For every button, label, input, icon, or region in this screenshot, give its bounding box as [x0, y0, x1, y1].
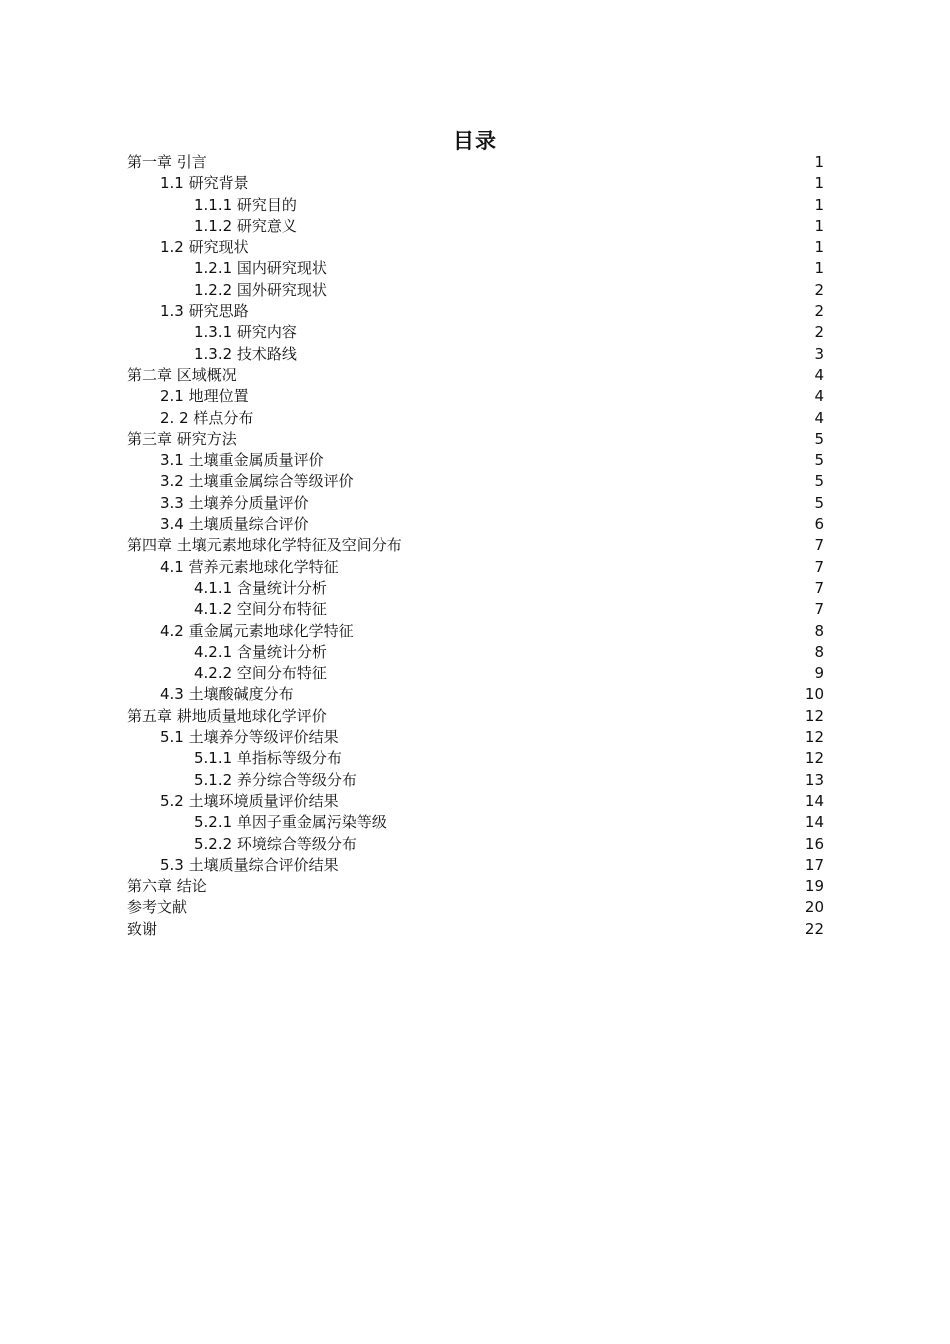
- toc-entry-label: 第二章 区域概况: [127, 365, 237, 384]
- toc-entry-label: 5.1.1 单指标等级分布: [194, 749, 342, 768]
- toc-title: 目录: [453, 129, 497, 153]
- toc-entry-label: 致谢: [127, 919, 158, 938]
- toc-entry[interactable]: [127, 322, 824, 343]
- toc-entry-page-number: 10: [804, 685, 824, 704]
- toc-entry-label: 4.2.2 空间分布特征: [194, 664, 327, 683]
- toc-entry[interactable]: [127, 514, 824, 535]
- toc-entry[interactable]: [127, 876, 824, 897]
- toc-entry[interactable]: [127, 855, 824, 876]
- toc-entry-page-number: 19: [804, 877, 824, 896]
- toc-entry-label: 4.2.1 含量统计分析: [194, 642, 327, 661]
- toc-entry-label: 第一章 引言: [127, 153, 207, 171]
- toc-entry[interactable]: [127, 471, 824, 492]
- toc-entry[interactable]: [127, 599, 824, 620]
- toc-entry[interactable]: [127, 365, 824, 386]
- toc-entry-label: 4.1.1 含量统计分析: [194, 578, 327, 597]
- toc-entry-page-number: 8: [814, 621, 824, 640]
- toc-entry-label: 3.3 土壤养分质量评价: [160, 493, 309, 512]
- toc-entry-page-number: 2: [814, 280, 824, 299]
- toc-entry[interactable]: [127, 173, 824, 194]
- toc-entry-label: 1.2.2 国外研究现状: [194, 280, 327, 299]
- toc-entry-label: 1.1.2 研究意义: [194, 216, 297, 235]
- toc-entry-page-number: 5: [814, 472, 824, 491]
- toc-entry-page-number: 1: [814, 153, 824, 171]
- toc-entry-page-number: 22: [804, 919, 824, 938]
- toc-entry-page-number: 20: [804, 898, 824, 917]
- toc-entry[interactable]: [127, 408, 824, 429]
- toc-entry-page-number: 5: [814, 429, 824, 448]
- toc-entry[interactable]: [127, 386, 824, 407]
- toc-entry[interactable]: [127, 578, 824, 599]
- toc-entry-page-number: 16: [804, 834, 824, 853]
- toc-entry[interactable]: [127, 535, 824, 556]
- toc-entry-label: 4.1.2 空间分布特征: [194, 600, 327, 619]
- toc-entry-page-number: 4: [814, 365, 824, 384]
- toc-entry[interactable]: [127, 493, 824, 514]
- toc-entry-label: 4.2 重金属元素地球化学特征: [160, 621, 354, 640]
- toc-entry[interactable]: [127, 897, 824, 918]
- toc-entry[interactable]: [127, 748, 824, 769]
- toc-entry[interactable]: [127, 642, 824, 663]
- toc-entry-label: 5.2 土壤环境质量评价结果: [160, 791, 339, 810]
- toc-entry[interactable]: [127, 152, 824, 173]
- table-of-contents: [127, 152, 824, 940]
- toc-entry-page-number: 9: [814, 664, 824, 683]
- toc-entry[interactable]: [127, 237, 824, 258]
- toc-entry-label: 1.1.1 研究目的: [194, 195, 297, 214]
- toc-entry-page-number: 6: [814, 515, 824, 534]
- toc-entry-page-number: 1: [814, 259, 824, 278]
- toc-entry-page-number: 2: [814, 323, 824, 342]
- toc-entry-label: 5.2.1 单因子重金属污染等级: [194, 813, 387, 832]
- toc-entry-page-number: 2: [814, 302, 824, 321]
- toc-entry-page-number: 12: [804, 749, 824, 768]
- toc-entry-label: 2.1 地理位置: [160, 387, 249, 406]
- toc-entry-label: 4.3 土壤酸碱度分布: [160, 685, 294, 704]
- toc-entry-label: 1.3.1 研究内容: [194, 323, 297, 342]
- toc-entry-label: 第六章 结论: [127, 877, 207, 896]
- toc-entry-page-number: 1: [814, 238, 824, 257]
- toc-entry-label: 1.3.2 技术路线: [194, 344, 297, 363]
- toc-entry-page-number: 4: [814, 408, 824, 427]
- toc-entry-page-number: 8: [814, 642, 824, 661]
- toc-entry-page-number: 14: [804, 813, 824, 832]
- toc-entry-label: 第四章 土壤元素地球化学特征及空间分布: [127, 536, 402, 555]
- toc-entry-label: 第五章 耕地质量地球化学评价: [127, 706, 327, 725]
- toc-entry-page-number: 14: [804, 791, 824, 810]
- toc-entry[interactable]: [127, 301, 824, 322]
- toc-entry-label: 第三章 研究方法: [127, 429, 237, 448]
- toc-entry-page-number: 7: [814, 536, 824, 555]
- toc-entry-page-number: 4: [814, 387, 824, 406]
- toc-entry-page-number: 1: [814, 174, 824, 193]
- toc-entry-page-number: 7: [814, 600, 824, 619]
- toc-entry-label: 1.1 研究背景: [160, 174, 249, 193]
- toc-entry-page-number: 1: [814, 195, 824, 214]
- toc-entry-label: 5.3 土壤质量综合评价结果: [160, 855, 339, 874]
- toc-entry[interactable]: [127, 195, 824, 216]
- toc-entry[interactable]: [127, 258, 824, 279]
- toc-entry-label: 4.1 营养元素地球化学特征: [160, 557, 339, 576]
- toc-entry[interactable]: [127, 919, 824, 940]
- toc-entry-label: 5.1 土壤养分等级评价结果: [160, 728, 339, 747]
- toc-entry-label: 3.2 土壤重金属综合等级评价: [160, 472, 354, 491]
- toc-entry-label: 2. 2 样点分布: [160, 408, 254, 427]
- toc-entry-page-number: 7: [814, 557, 824, 576]
- toc-entry[interactable]: [127, 770, 824, 791]
- toc-entry-label: 3.1 土壤重金属质量评价: [160, 451, 324, 470]
- toc-entry-label: 1.2 研究现状: [160, 238, 249, 257]
- toc-entry[interactable]: [127, 791, 824, 812]
- toc-entry-page-number: 13: [804, 770, 824, 789]
- toc-entry[interactable]: [127, 450, 824, 471]
- toc-entry-page-number: 5: [814, 451, 824, 470]
- toc-entry[interactable]: [127, 684, 824, 705]
- toc-entry[interactable]: [127, 706, 824, 727]
- toc-entry-page-number: 1: [814, 216, 824, 235]
- toc-entry-label: 5.2.2 环境综合等级分布: [194, 834, 357, 853]
- toc-entry-page-number: 5: [814, 493, 824, 512]
- toc-entry[interactable]: [127, 812, 824, 833]
- toc-entry-page-number: 7: [814, 578, 824, 597]
- toc-entry[interactable]: [127, 663, 824, 684]
- toc-entry-page-number: 3: [814, 344, 824, 363]
- toc-entry[interactable]: [127, 621, 824, 642]
- toc-entry[interactable]: [127, 557, 824, 578]
- toc-entry[interactable]: [127, 727, 824, 748]
- toc-entry[interactable]: [127, 216, 824, 237]
- toc-entry-page-number: 12: [804, 728, 824, 747]
- toc-entry[interactable]: [127, 834, 824, 855]
- toc-entry-label: 1.2.1 国内研究现状: [194, 259, 327, 278]
- toc-entry-label: 5.1.2 养分综合等级分布: [194, 770, 357, 789]
- toc-entry[interactable]: [127, 429, 824, 450]
- toc-entry-page-number: 17: [804, 855, 824, 874]
- toc-entry-page-number: 12: [804, 706, 824, 725]
- toc-entry[interactable]: [127, 280, 824, 301]
- toc-entry-label: 3.4 土壤质量综合评价: [160, 515, 309, 534]
- toc-entry-label: 1.3 研究思路: [160, 302, 249, 321]
- toc-entry[interactable]: [127, 344, 824, 365]
- toc-entry-label: 参考文献: [127, 898, 188, 917]
